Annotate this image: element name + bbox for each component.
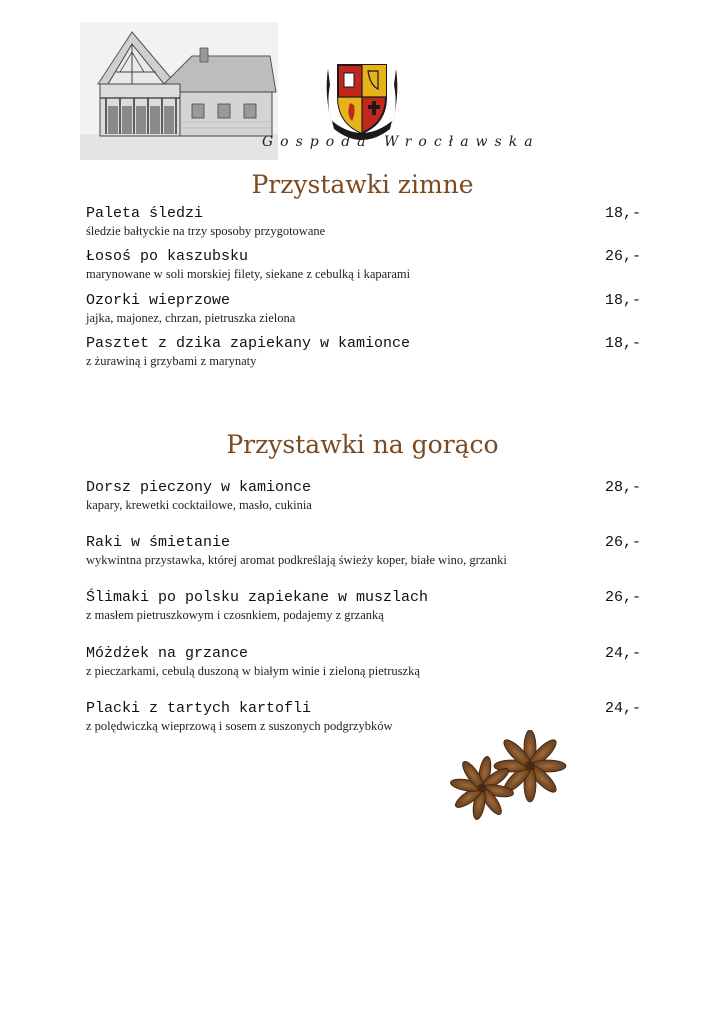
section-title-cold: Przystawki zimne: [251, 170, 474, 199]
menu-item: [86, 645, 641, 679]
menu-item: [86, 589, 641, 623]
menu-item-price: 24,-: [604, 645, 641, 662]
house-sketch-image: [80, 22, 278, 160]
restaurant-logo-icon: [322, 55, 402, 145]
menu-item-price: 26,-: [604, 534, 641, 551]
menu-item-description: z żurawiną i grzybami z marynaty: [86, 354, 257, 368]
menu-item-description: śledzie bałtyckie na trzy sposoby przygotowane: [86, 224, 326, 238]
menu-item-name: Ślimaki po polsku zapiekane w muszlach: [86, 589, 429, 606]
menu-item-name: Łosoś po kaszubsku: [86, 248, 249, 265]
menu-item-description: z pieczarkami, cebulą duszoną w białym winie i zieloną pietruszką: [86, 664, 420, 678]
menu-item-description: kapary, krewetki cocktailowe, masło, cukinia: [86, 498, 312, 512]
star-anise-icon: [448, 730, 570, 822]
menu-item-description: wykwintna przystawka, której aromat podkreślają świeży koper, białe wino, grzanki: [86, 553, 507, 567]
menu-item-price: 18,-: [604, 292, 641, 309]
menu-item: [86, 335, 641, 369]
section-title-hot: Przystawki na gorąco: [226, 430, 499, 459]
menu-item: [86, 479, 641, 513]
menu-item-name: Móżdżek na grzance: [86, 645, 249, 662]
menu-item: [86, 292, 641, 326]
menu-item-description: jajka, majonez, chrzan, pietruszka zielona: [86, 311, 296, 325]
menu-item: [86, 248, 641, 282]
menu-item-name: Paleta śledzi: [86, 205, 204, 222]
brand-name: Gospoda Wrocławska: [262, 134, 540, 150]
menu-item-description: marynowane w soli morskiej filety, siekane z cebulką i kaparami: [86, 267, 411, 281]
menu-item-name: Ozorki wieprzowe: [86, 292, 231, 309]
menu-item-description: z polędwiczką wieprzową i sosem z suszonych podgrzybków: [86, 719, 393, 733]
menu-item-price: 18,-: [604, 205, 641, 222]
menu-item-price: 28,-: [604, 479, 641, 496]
menu-item-name: Raki w śmietanie: [86, 534, 231, 551]
menu-item-description: z masłem pietruszkowym i czosnkiem, podajemy z grzanką: [86, 608, 384, 622]
menu-item-name: Placki z tartych kartofli: [86, 700, 312, 717]
menu-item-price: 18,-: [604, 335, 641, 352]
menu-item: [86, 700, 641, 734]
menu-item-price: 24,-: [604, 700, 641, 717]
menu-item: [86, 534, 641, 568]
menu-item-price: 26,-: [604, 589, 641, 606]
menu-item: [86, 205, 641, 239]
menu-item-name: Dorsz pieczony w kamionce: [86, 479, 312, 496]
menu-item-name: Pasztet z dzika zapiekany w kamionce: [86, 335, 411, 352]
menu-item-price: 26,-: [604, 248, 641, 265]
